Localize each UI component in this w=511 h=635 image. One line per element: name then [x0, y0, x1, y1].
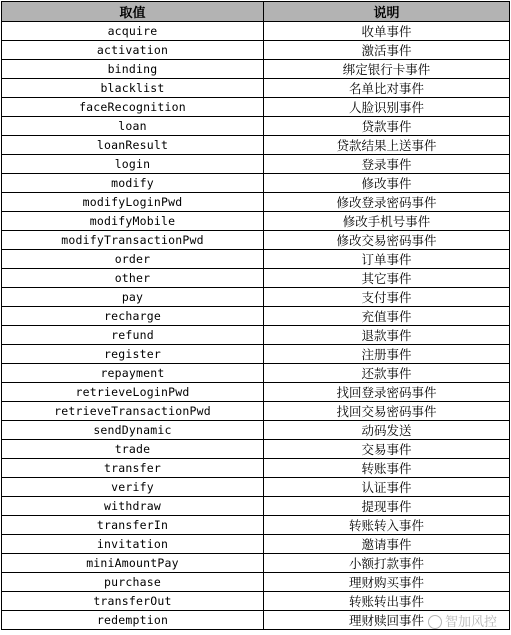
cell-description: 订单事件 [264, 250, 510, 269]
table-row [2, 136, 510, 155]
cell-value: sendDynamic [2, 421, 264, 440]
cell-value: login [2, 155, 264, 174]
cell-value: miniAmountPay [2, 554, 264, 573]
cell-value: loanResult [2, 136, 264, 155]
cell-value: withdraw [2, 497, 264, 516]
table-row [2, 250, 510, 269]
table-row [2, 193, 510, 212]
cell-value: faceRecognition [2, 98, 264, 117]
cell-value: activation [2, 41, 264, 60]
cell-value: transferIn [2, 516, 264, 535]
cell-description: 其它事件 [264, 269, 510, 288]
cell-description: 认证事件 [264, 478, 510, 497]
cell-value: modifyLoginPwd [2, 193, 264, 212]
table-row [2, 440, 510, 459]
cell-description: 邀请事件 [264, 535, 510, 554]
cell-value: refund [2, 326, 264, 345]
table-row [2, 497, 510, 516]
table-row [2, 22, 510, 41]
table-row [2, 79, 510, 98]
column-header-value: 取值 [2, 2, 264, 22]
cell-description: 激活事件 [264, 41, 510, 60]
table-row [2, 288, 510, 307]
cell-description: 动码发送 [264, 421, 510, 440]
table-row [2, 535, 510, 554]
table-row [2, 269, 510, 288]
event-type-table [1, 1, 510, 630]
cell-value: modify [2, 174, 264, 193]
table-row [2, 155, 510, 174]
table-row [2, 231, 510, 250]
cell-value: modifyTransactionPwd [2, 231, 264, 250]
table-header-row [2, 2, 510, 22]
cell-description: 找回交易密码事件 [264, 402, 510, 421]
cell-description: 理财赎回事件 [264, 611, 510, 630]
column-header-description: 说明 [264, 2, 510, 22]
cell-description: 收单事件 [264, 22, 510, 41]
cell-value: transferOut [2, 592, 264, 611]
cell-description: 修改交易密码事件 [264, 231, 510, 250]
cell-value: pay [2, 288, 264, 307]
cell-value: verify [2, 478, 264, 497]
table-row [2, 307, 510, 326]
table-row [2, 516, 510, 535]
table-row [2, 383, 510, 402]
cell-value: loan [2, 117, 264, 136]
cell-description: 转账转出事件 [264, 592, 510, 611]
cell-description: 注册事件 [264, 345, 510, 364]
table-row [2, 60, 510, 79]
cell-description: 退款事件 [264, 326, 510, 345]
table-row [2, 573, 510, 592]
table-row [2, 326, 510, 345]
cell-description: 人脸识别事件 [264, 98, 510, 117]
cell-value: other [2, 269, 264, 288]
cell-description: 转账转入事件 [264, 516, 510, 535]
cell-value: repayment [2, 364, 264, 383]
cell-value: register [2, 345, 264, 364]
cell-value: invitation [2, 535, 264, 554]
cell-value: acquire [2, 22, 264, 41]
cell-value: order [2, 250, 264, 269]
cell-description: 交易事件 [264, 440, 510, 459]
table-row [2, 402, 510, 421]
cell-value: purchase [2, 573, 264, 592]
table-row [2, 478, 510, 497]
cell-description: 绑定银行卡事件 [264, 60, 510, 79]
table-row [2, 212, 510, 231]
cell-description: 修改事件 [264, 174, 510, 193]
table-row [2, 421, 510, 440]
table-row [2, 41, 510, 60]
cell-value: binding [2, 60, 264, 79]
cell-value: retrieveTransactionPwd [2, 402, 264, 421]
cell-description: 修改手机号事件 [264, 212, 510, 231]
cell-description: 理财购买事件 [264, 573, 510, 592]
table-row [2, 98, 510, 117]
cell-description: 贷款结果上送事件 [264, 136, 510, 155]
cell-description: 修改登录密码事件 [264, 193, 510, 212]
cell-value: trade [2, 440, 264, 459]
cell-value: redemption [2, 611, 264, 630]
cell-value: retrieveLoginPwd [2, 383, 264, 402]
cell-description: 还款事件 [264, 364, 510, 383]
cell-description: 支付事件 [264, 288, 510, 307]
cell-description: 名单比对事件 [264, 79, 510, 98]
cell-description: 充值事件 [264, 307, 510, 326]
cell-value: blacklist [2, 79, 264, 98]
table-body [2, 22, 510, 630]
cell-value: modifyMobile [2, 212, 264, 231]
cell-description: 提现事件 [264, 497, 510, 516]
table-row [2, 364, 510, 383]
watermark-text: 智加风控 [444, 615, 497, 630]
cell-description: 贷款事件 [264, 117, 510, 136]
cell-description: 小额打款事件 [264, 554, 510, 573]
cell-description: 转账事件 [264, 459, 510, 478]
table-row [2, 174, 510, 193]
table-row [2, 345, 510, 364]
cell-value: recharge [2, 307, 264, 326]
table-row [2, 554, 510, 573]
table-row [2, 459, 510, 478]
table-row [2, 592, 510, 611]
cell-description: 找回登录密码事件 [264, 383, 510, 402]
table-row [2, 117, 510, 136]
table-row [2, 611, 510, 630]
cell-description: 登录事件 [264, 155, 510, 174]
cell-value: transfer [2, 459, 264, 478]
